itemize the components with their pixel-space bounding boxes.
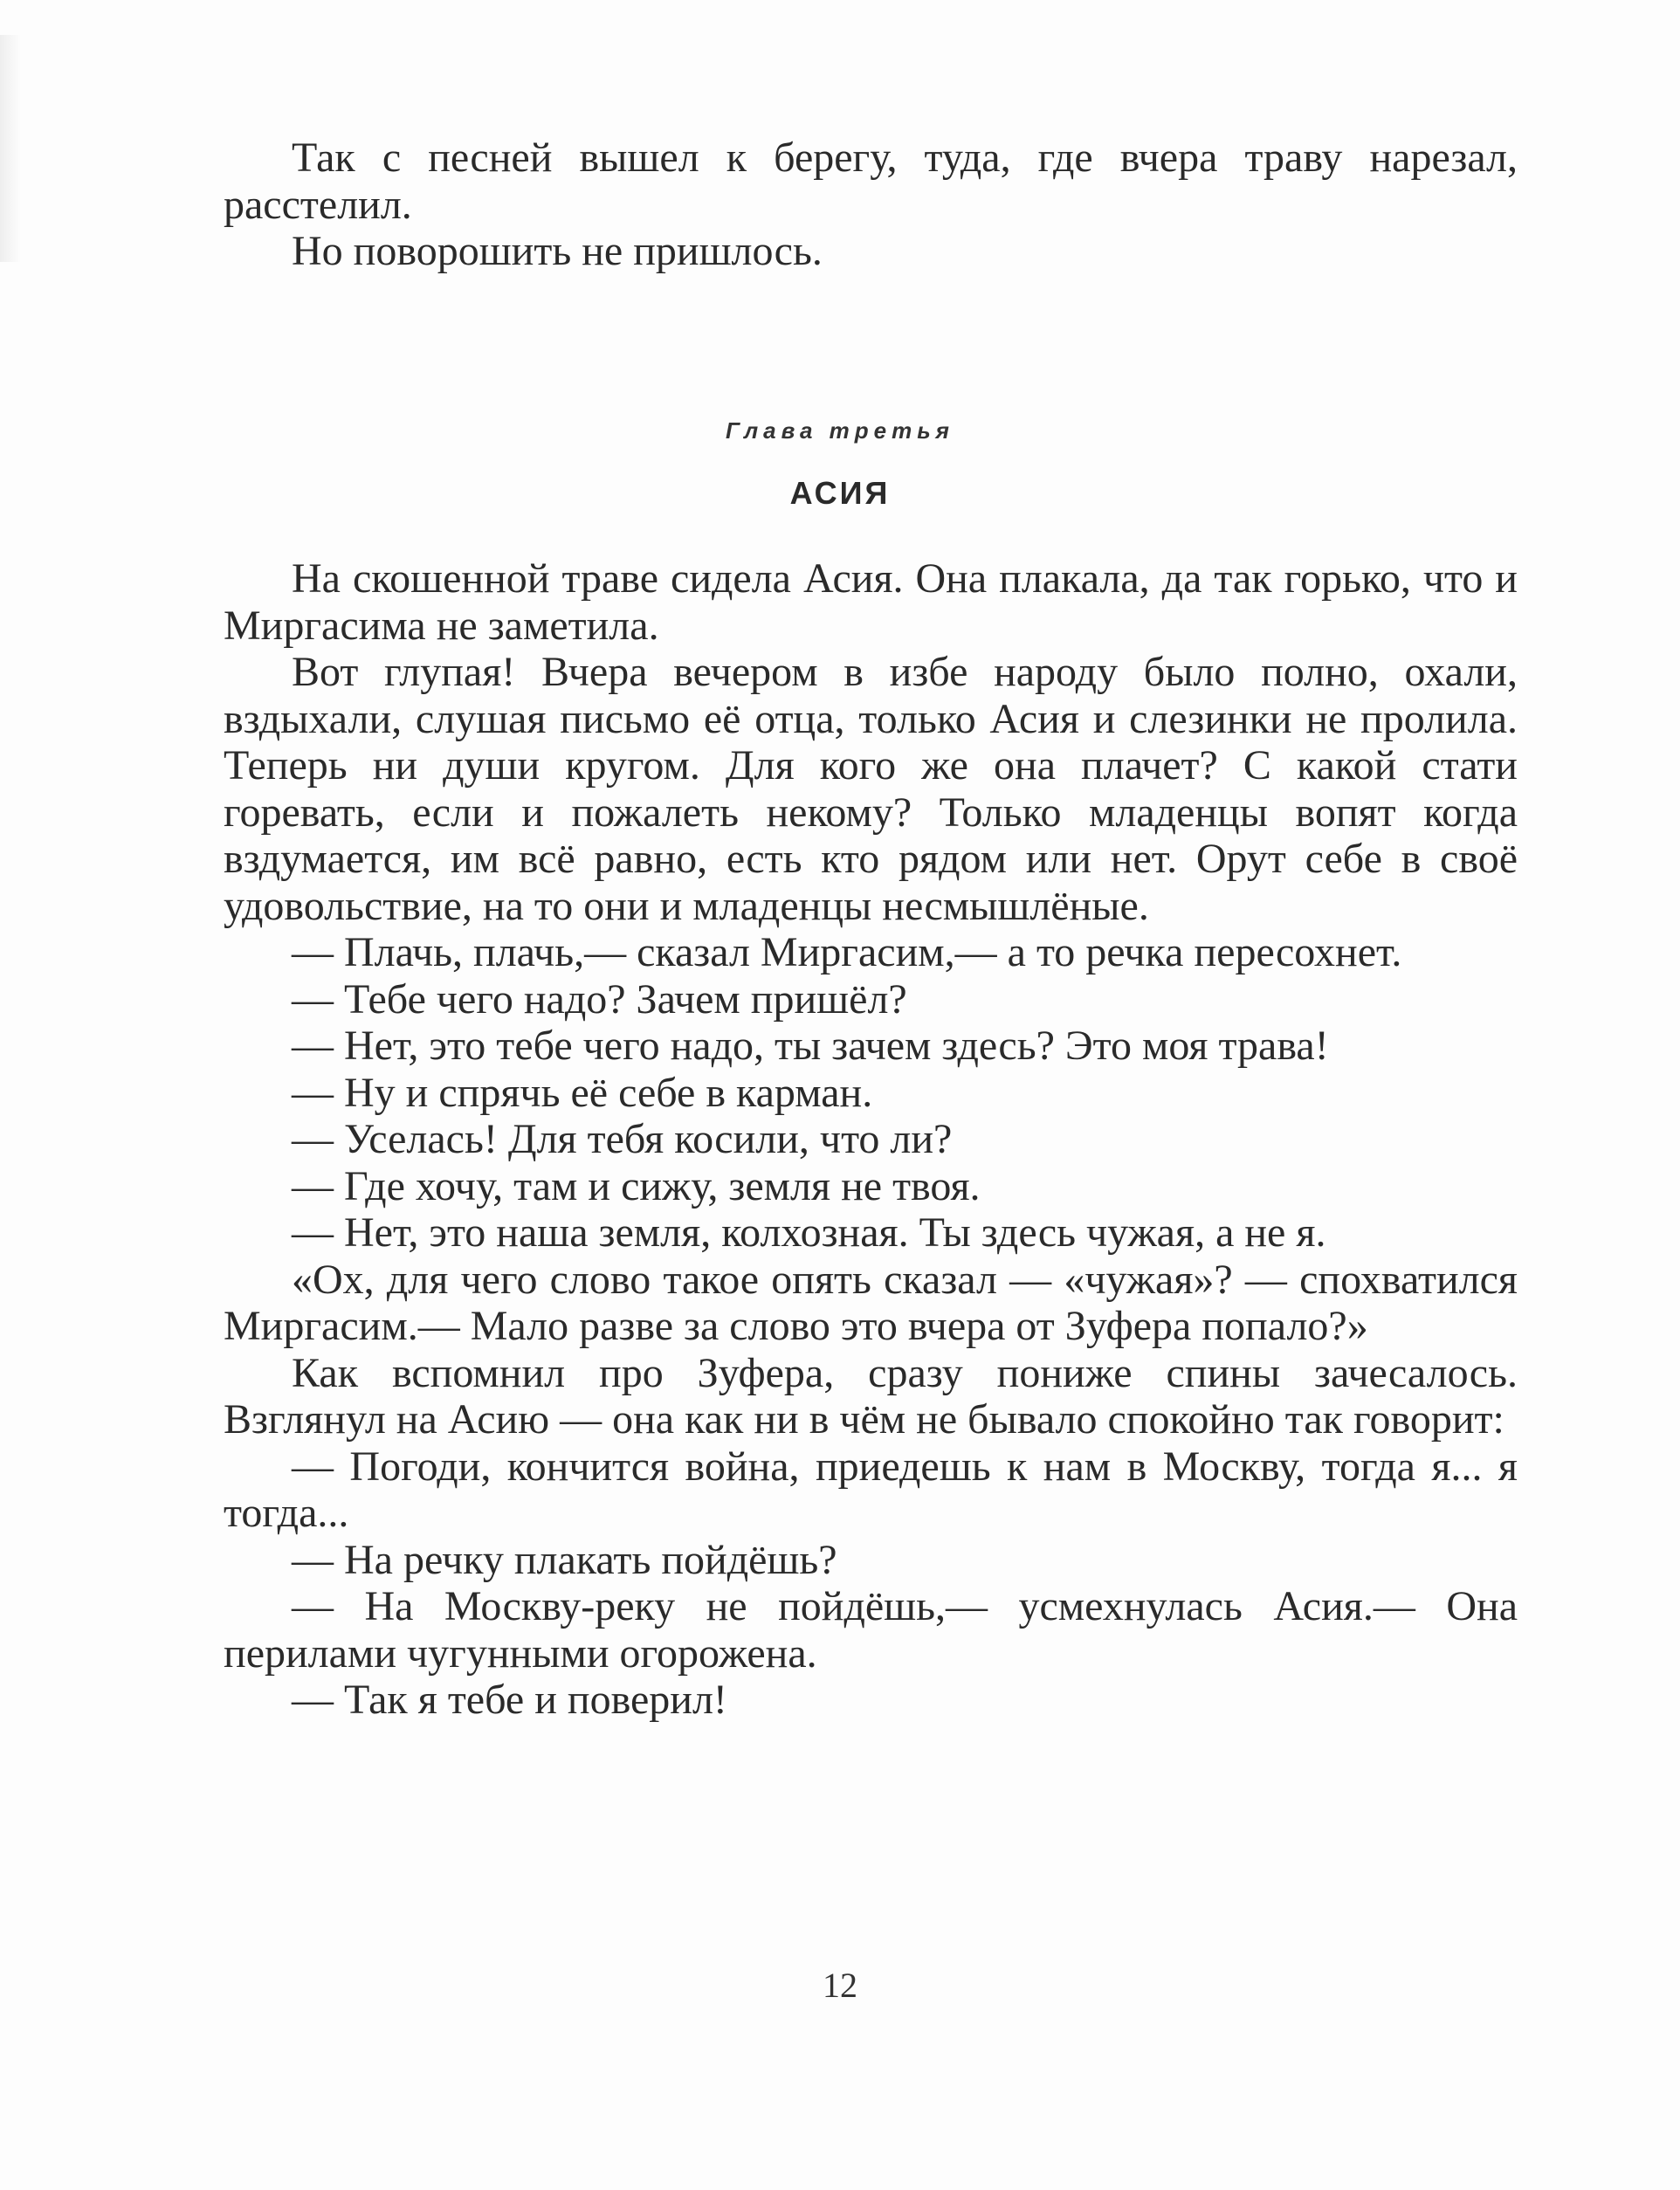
dialogue-line: — На Москву-реку не пойдёшь,— усмехнулась Асия.— Она перилами чугунными огорожена. <box>224 1583 1518 1677</box>
dialogue-line: — Уселась! Для тебя косили, что ли? <box>292 1116 953 1162</box>
dialogue-line: — Нет, это тебе чего надо, ты зачем здесь? Это моя трава! <box>292 1023 1329 1069</box>
dialogue-line: — Плачь, плачь,— сказал Миргасим,— а то речка пересохнет. <box>292 929 1402 975</box>
paragraph: Как вспомнил про Зуфера, сразу пониже спины зачесалось. Взглянул на Асию — она как ни в чём не бывало спокойно так говорит: <box>224 1349 1518 1443</box>
paragraph: Но поворошить не пришлось. <box>292 228 823 274</box>
paragraph: «Ох, для чего слово такое опять сказал — «чужая»? — спохватился Миргасим.— Мало разве за слово это вчера от Зуфера попало?» <box>224 1256 1518 1349</box>
page-number: 12 <box>823 1966 857 2005</box>
chapter-text-block <box>224 555 1518 1724</box>
dialogue-line: — Погоди, кончится война, приедешь к нам в Москву, тогда я... я тогда... <box>224 1443 1518 1536</box>
dialogue-line: — Где хочу, там и сижу, земля не твоя. <box>292 1162 981 1209</box>
dialogue-line: — Тебе чего надо? Зачем пришёл? <box>292 975 907 1023</box>
chapter-title: АСИЯ <box>789 475 891 511</box>
paragraph: Вот глупая! Вчера вечером в избе народу было полно, охали, вздыхали, слушая письмо её отца, только Асия и слезинки не пролила. Теперь ни души кругом. Для кого же она плачет? С какой стати горевать, если и пожалеть некому? Только младенцы вопят когда вздумается, им всё равно, есть кто рядом или нет. Орут себе в своё удовольствие, на то они и младенцы несмышлёные. <box>224 649 1518 929</box>
dialogue-line: — Ну и спрячь её себе в карман. <box>292 1069 873 1116</box>
dialogue-line: — Так я тебе и поверил! <box>292 1677 727 1723</box>
dialogue-line: — На речку плакать пойдёшь? <box>292 1536 837 1583</box>
top-text-block <box>224 134 1518 275</box>
dialogue-line: — Нет, это наша земля, колхозная. Ты здесь чужая, а не я. <box>292 1209 1326 1256</box>
paragraph: На скошенной траве сидела Асия. Она плакала, да так горько, что и Миргасима не заметила. <box>224 555 1518 649</box>
chapter-label: Глава третья <box>726 417 954 444</box>
paragraph: Так с песней вышел к берегу, туда, где вчера траву нарезал, расстелил. <box>224 134 1518 228</box>
scan-edge-shadow <box>0 35 21 262</box>
